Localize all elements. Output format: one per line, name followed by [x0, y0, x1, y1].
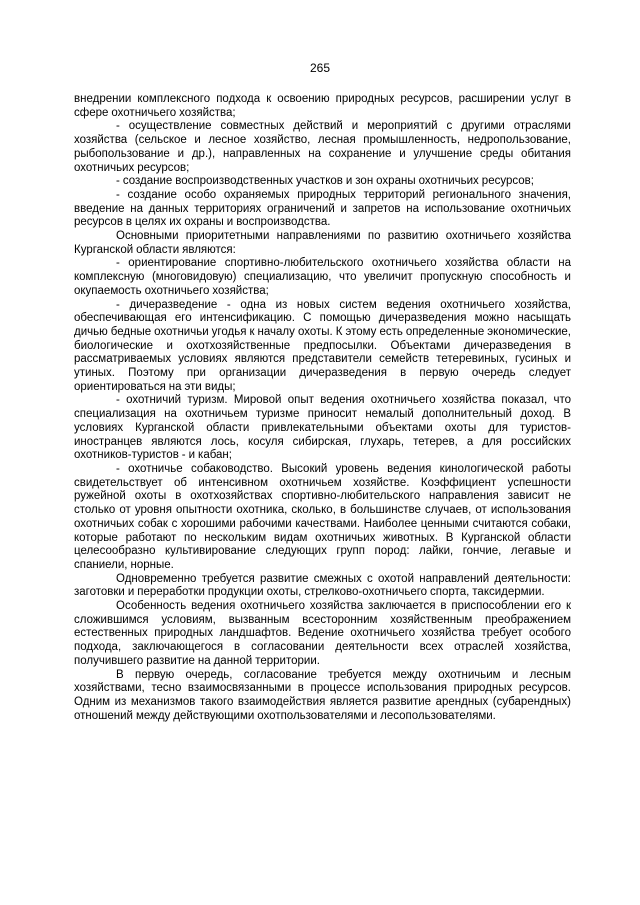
list-item: - создание воспроизводственных участков и зон охраны охотничьих ресурсов; [116, 175, 534, 188]
paragraph: Основными приоритетными направлениями по развитию охотничьего хозяйства Курганской области являются: [74, 230, 571, 256]
list-item: - создание особо охраняемых природных территорий регионального значения, введение на данных территориях ограничений и запретов на использование охотничьих ресурсов в целях их охраны и воспроизводства. [74, 188, 571, 229]
paragraph: внедрении комплексного подхода к освоению природных ресурсов, расширении услуг в сфере охотничьего хозяйства; [74, 93, 571, 119]
list-item: - осуществление совместных действий и мероприятий с другими отраслями хозяйства (сельское и лесное хозяйство, лесная промышленность, недропользование, рыбопользование и др.), направленных на сохранение и улучшение среды обитания охотничьих ресурсов; [74, 120, 571, 174]
list-item: - дичеразведение - одна из новых систем ведения охотничьего хозяйства, обеспечивающая его интенсификацию. С помощью дичеразведения можно насыщать дичью бедные охотничьи угодья к началу охоты. К этому есть определенные экономические, биологические и охотхозяйственные предпосылки. Объектами дичеразведения в рассматриваемых условиях являются представители семейств тетеревиных, гусиных и утиных. Поэтому при организации дичеразведения в первую очередь следует ориентироваться на эти виды; [74, 298, 571, 393]
paragraph: В первую очередь, согласование требуется между охотничьим и лесным хозяйствами, тесно взаимосвязанными в процессе использования природных ресурсов. Одним из механизмов такого взаимодействия является развитие арендных (субарендных) отношений между действующими охотпользователями и лесопользователями. [74, 668, 571, 722]
page-number: 265 [309, 61, 331, 75]
paragraph: Одновременно требуется развитие смежных с охотой направлений деятельности: заготовки и переработки продукции охоты, стрелково-охотничьего спорта, таксидермии. [74, 572, 571, 599]
paragraph: Особенность ведения охотничьего хозяйства заключается в приспособлении его к сложившимся условиям, вызванным всесторонним хозяйственным преображением естественных природных ландшафтов. Ведение охотничьего хозяйства требует особого подхода, заключающегося в согласовании деятельности всех отраслей хозяйства, получившего развитие на данной территории. [74, 600, 571, 667]
document-body [74, 93, 571, 723]
list-item: - охотничий туризм. Мировой опыт ведения охотничьего хозяйства показал, что специализация на охотничьем туризме приносит немалый дополнительный доход. В условиях Курганской области привлекательными объектами охоты для туристов-иностранцев являются лось, косуля сибирская, глухарь, тетерев, а для российских охотников-туристов - и кабан; [74, 394, 571, 462]
list-item: - ориентирование спортивно-любительского охотничьего хозяйства области на комплексную (многовидовую) специализацию, что увеличит пропускную способность и окупаемость охотничьего хозяйства; [74, 257, 571, 297]
list-item: - охотничье собаководство. Высокий уровень ведения кинологической работы свидетельствует об интенсивном охотничьем хозяйстве. Коэффициент успешности ружейной охоты в охотхозяйствах спортивно-любительского направления зависит не столько от уровня опытности охотника, сколько, в большинстве случаев, от использования охотничьих собак с хорошими рабочими качествами. Наиболее ценными считаются собаки, которые работают по нескольким видам охотничьих животных. В Курганской области целесообразно культивирование следующих групп пород: лайки, гончие, легавые и спаниели, норные. [74, 462, 571, 571]
